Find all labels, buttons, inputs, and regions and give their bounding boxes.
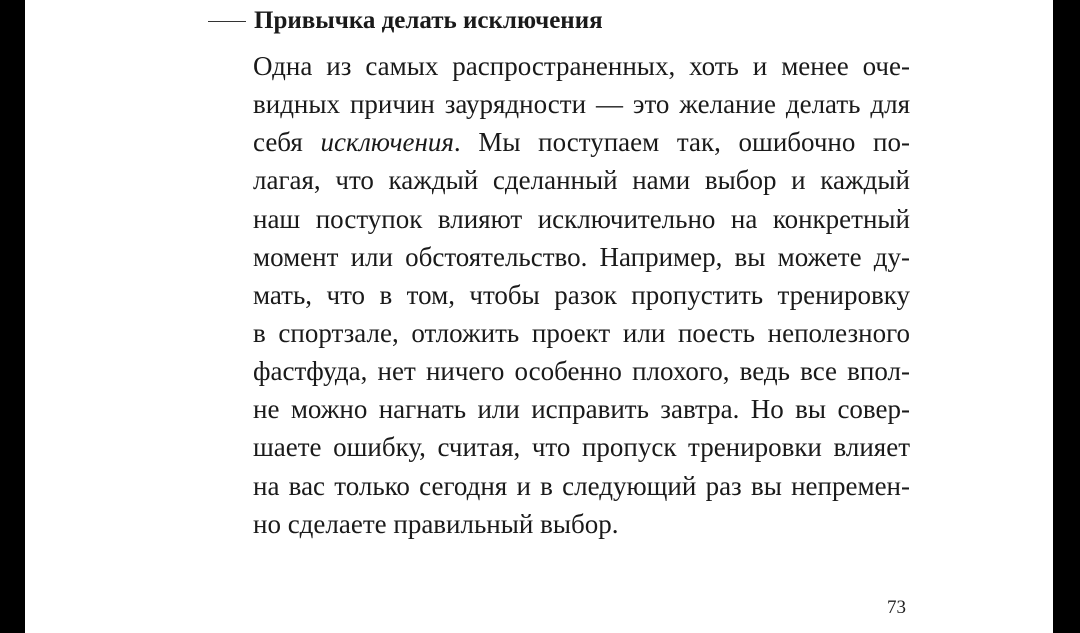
line-text: . Мы поступаем так, ошибочно по- (453, 127, 910, 158)
book-page (25, 0, 1053, 633)
section-dash (208, 21, 246, 22)
paragraph-line: мать, что в том, чтобы разок пропустить тренировку (253, 279, 910, 310)
paragraph-line: наш поступок влияют исключительно на конкретный (253, 203, 910, 234)
section-heading: Привычка делать исключения (254, 7, 603, 34)
paragraph-line: шаете ошибку, считая, что пропуск тренировки влияет (253, 432, 910, 463)
emphasized-word: исключения (320, 127, 454, 158)
paragraph-line: в спортзале, отложить проект или поесть неполезного (253, 317, 910, 348)
page-number: 73 (887, 597, 906, 618)
paragraph-line: момент или обстоятельство. Например, вы можете ду- (253, 241, 910, 272)
paragraph-line: видных причин заурядности — это желание делать для (253, 89, 910, 120)
paragraph-line: на вас только сегодня и в следующий раз вы непремен- (253, 470, 910, 501)
paragraph-line: фастфуда, нет ничего особенно плохого, ведь все впол- (253, 356, 910, 387)
paragraph-line: не можно нагнать или исправить завтра. Но вы совер- (253, 394, 910, 425)
paragraph (253, 47, 910, 543)
paragraph-line: лагая, что каждый сделанный нами выбор и каждый (253, 165, 910, 196)
line-text: себя (253, 127, 321, 158)
paragraph-line: но сделаете правильный выбор. (253, 508, 619, 539)
paragraph-line (253, 123, 910, 161)
paragraph-line: Одна из самых распространенных, хоть и менее оче- (253, 51, 910, 81)
